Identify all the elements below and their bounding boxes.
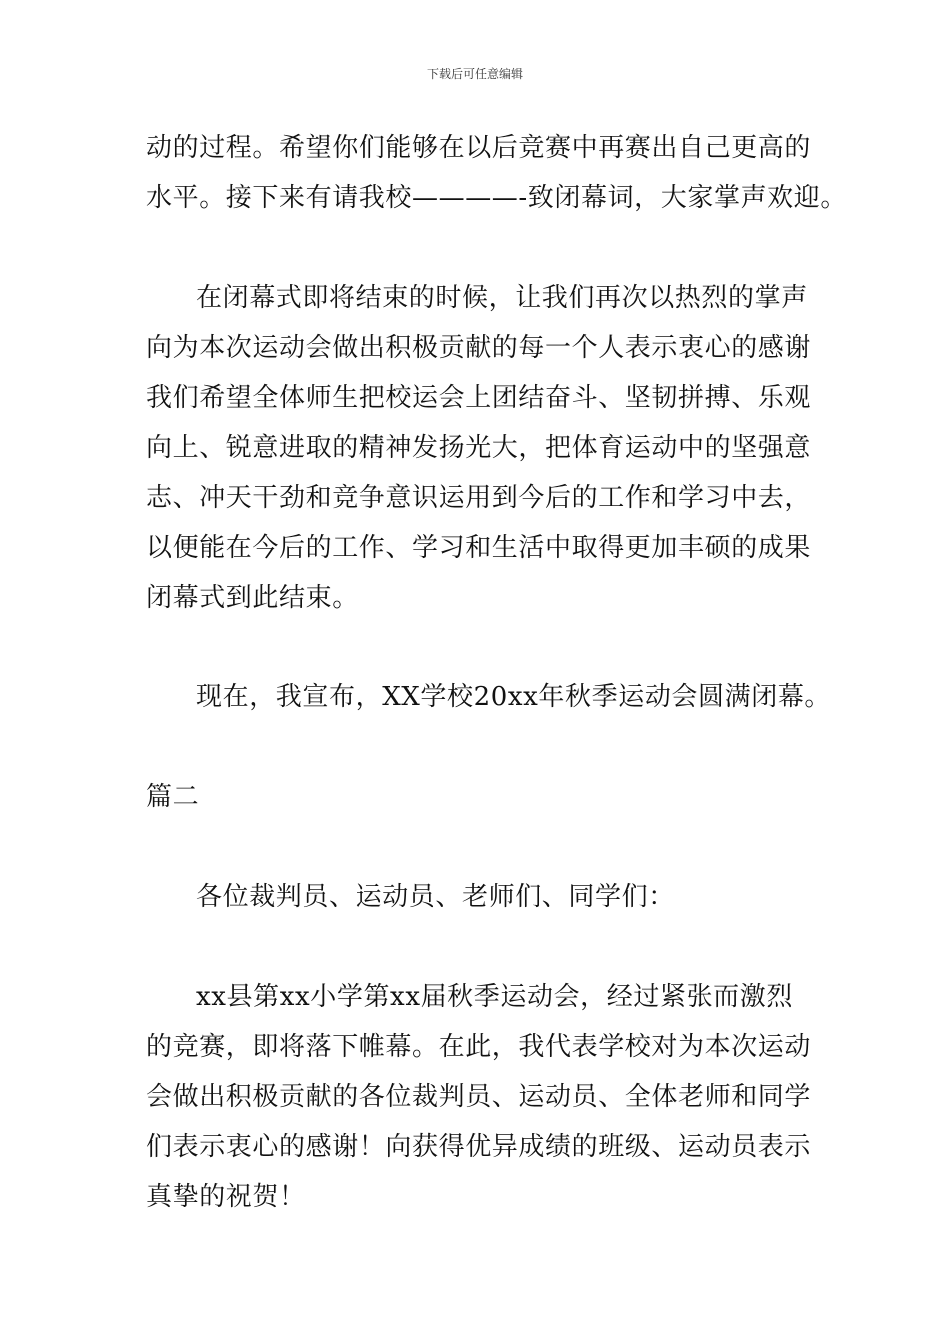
text-line: 向上、锐意进取的精神发扬光大，把体育运动中的坚强意	[146, 433, 812, 463]
text-line: 闭幕式到此结束。	[146, 583, 359, 613]
text-line: 志、冲天干劲和竞争意识运用到今后的工作和学习中去，	[146, 483, 812, 513]
text-line: 现在，我宣布，XX学校20xx年秋季运动会圆满闭幕。	[196, 682, 832, 712]
text-line: 们表示衷心的感谢！向获得优异成绩的班级、运动员表示	[146, 1132, 812, 1162]
text-line: 水平。接下来有请我校————-致闭幕词，大家掌声欢迎。	[146, 183, 847, 213]
text-line: 向为本次运动会做出积极贡献的每一个人表示衷心的感谢	[146, 333, 812, 363]
text-line: 各位裁判员、运动员、老师们、同学们：	[196, 882, 675, 912]
text-line: 的竞赛，即将落下帷幕。在此，我代表学校对为本次运动	[146, 1032, 812, 1062]
text-line: 会做出积极贡献的各位裁判员、运动员、全体老师和同学	[146, 1082, 812, 1112]
text-line: xx县第xx小学第xx届秋季运动会，经过紧张而激烈	[196, 982, 793, 1012]
text-line: 以便能在今后的工作、学习和生活中取得更加丰硕的成果	[146, 533, 812, 563]
text-line: 我们希望全体师生把校运会上团结奋斗、坚韧拼搏、乐观	[146, 383, 812, 413]
page-header: 下载后可任意编辑	[426, 67, 523, 81]
text-line: 真挚的祝贺！	[146, 1182, 306, 1212]
text-line: 动的过程。希望你们能够在以后竞赛中再赛出自己更高的	[146, 133, 812, 163]
text-line: 在闭幕式即将结束的时候，让我们再次以热烈的掌声	[196, 283, 808, 313]
section-heading: 篇二	[146, 782, 200, 812]
